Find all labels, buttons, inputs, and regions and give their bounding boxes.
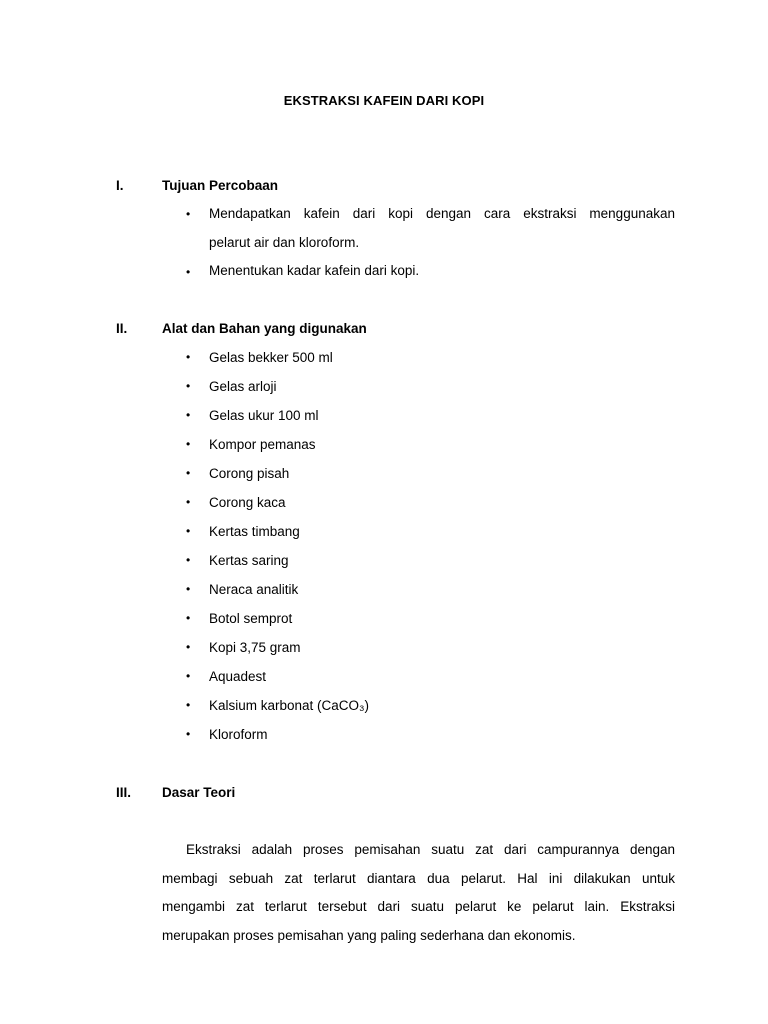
material-list-item-text: Gelas arloji (209, 379, 277, 394)
material-list-item (0, 691, 768, 720)
bullet-icon: • (186, 207, 191, 221)
bullet-icon: • (186, 437, 191, 451)
bullet-icon: • (186, 582, 191, 596)
material-list-item (0, 633, 768, 662)
material-list-item (0, 459, 768, 488)
bullet-icon: • (186, 611, 191, 625)
section-1-title: Tujuan Percobaan (162, 178, 279, 193)
bullet-icon: • (186, 640, 191, 654)
material-list-item (0, 546, 768, 575)
material-list-item-text: Kertas saring (209, 553, 289, 568)
bullet-icon: • (186, 408, 191, 422)
bullet-icon: • (186, 524, 191, 538)
section-1-bullet-1-text (209, 200, 675, 257)
section-2-number: II. (116, 321, 128, 336)
material-list-item (0, 401, 768, 430)
theory-paragraph (162, 836, 675, 950)
material-list-item-text: Gelas bekker 500 ml (209, 350, 333, 365)
material-list-item-text: Kalsium karbonat (CaCO₃) (209, 698, 370, 713)
material-list-item (0, 604, 768, 633)
materials-list (0, 343, 768, 749)
paragraph-line: Ekstraksi adalah proses pemisahan suatu zat dari campurannya dengan (186, 842, 675, 857)
section-1-bullet-2-text: Menentukan kadar kafein dari kopi. (209, 263, 420, 278)
bullet-icon: • (186, 350, 191, 364)
material-list-item-text: Corong kaca (209, 495, 286, 510)
material-list-item (0, 517, 768, 546)
section-3-title: Dasar Teori (162, 785, 236, 800)
material-list-item-text: Kopi 3,75 gram (209, 640, 301, 655)
material-list-item (0, 430, 768, 459)
bullet-icon: • (186, 379, 191, 393)
material-list-item (0, 488, 768, 517)
bullet-icon: • (186, 669, 191, 683)
material-list-item-text: Gelas ukur 100 ml (209, 408, 319, 423)
bullet-icon: • (186, 265, 191, 279)
material-list-item-text: Kertas timbang (209, 524, 300, 539)
material-list-item-text: Corong pisah (209, 466, 290, 481)
material-list-item (0, 575, 768, 604)
document-title: EKSTRAKSI KAFEIN DARI KOPI (283, 93, 485, 108)
material-list-item-text: Kompor pemanas (209, 437, 316, 452)
section-1-bullet-1-line-1: Mendapatkan kafein dari kopi dengan cara ekstraksi menggunakan (209, 206, 675, 221)
material-list-item (0, 372, 768, 401)
bullet-icon: • (186, 495, 191, 509)
section-3-number: III. (116, 785, 132, 800)
section-1-number: I. (116, 178, 124, 193)
bullet-icon: • (186, 727, 191, 741)
bullet-icon: • (186, 553, 191, 567)
material-list-item-text: Aquadest (209, 669, 267, 684)
section-2-title: Alat dan Bahan yang digunakan (162, 321, 367, 336)
material-list-item (0, 343, 768, 372)
material-list-item-text: Botol semprot (209, 611, 293, 626)
bullet-icon: • (186, 466, 191, 480)
paragraph-line: merupakan proses pemisahan yang paling sederhana dan ekonomis. (162, 927, 576, 943)
section-1-bullet-1-line-2: pelarut air dan kloroform. (209, 234, 360, 250)
paragraph-line: membagi sebuah zat terlarut diantara dua pelarut. Hal ini dilakukan untuk (162, 870, 675, 886)
bullet-icon: • (186, 698, 191, 712)
material-list-item-text: Neraca analitik (209, 582, 299, 597)
material-list-item (0, 720, 768, 749)
material-list-item (0, 662, 768, 691)
paragraph-line: mengambi zat terlarut tersebut dari suatu pelarut ke pelarut lain. Ekstraksi (162, 899, 675, 914)
material-list-item-text: Kloroform (209, 727, 268, 742)
